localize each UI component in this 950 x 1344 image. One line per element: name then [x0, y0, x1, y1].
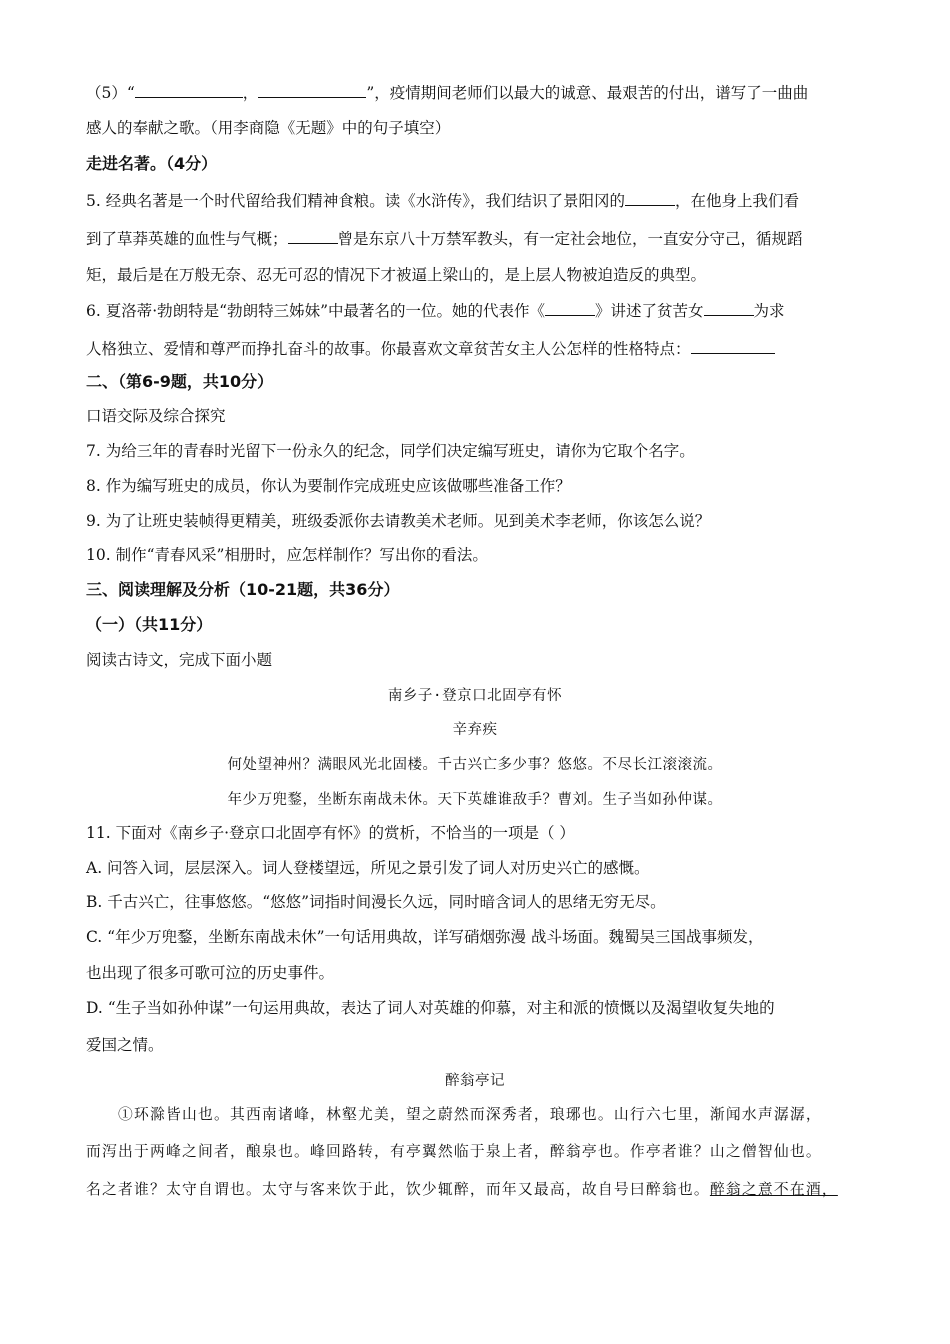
- section-classics-title: 走进名著。（4分）: [86, 154, 218, 173]
- fill-q5-suffix: ”，疫情期间老师们以最大的诚意、最艰苦的付出，谱写了一曲曲: [366, 84, 809, 102]
- question-6-line1: [86, 300, 876, 321]
- section-2-subtitle: 口语交际及综合探究: [86, 407, 226, 425]
- fill-q5-line2: 感人的奉献之歌。（用李商隐《无题》中的句子填空）: [86, 119, 451, 137]
- fill-q5-sep: ，: [242, 84, 259, 102]
- q6-text: 人格独立、爱情和尊严而挣扎奋斗的故事。你最喜欢文章贫苦女主人公怎样的性格特点：: [86, 340, 691, 358]
- question-5-line3: 矩，最后是在万般无奈、忍无可忍的情况下才被逼上梁山的，是上层人物被迫造反的典型。: [86, 266, 707, 284]
- fill-q5-prefix: （5）“: [86, 84, 135, 102]
- option-d[interactable]: D. “生子当如孙仲谋”一句运用典故，表达了词人对英雄的仰慕，对主和派的愤慨以及渴望收复失地的: [86, 999, 775, 1017]
- option-d-cont: 爱国之情。: [86, 1036, 164, 1054]
- question-7: 7. 为给三年的青春时光留下一份永久的纪念，同学们决定编写班史，请你为它取个名字。: [86, 442, 695, 460]
- q6-text: 为求: [753, 302, 785, 320]
- question-8: 8. 作为编写班史的成员，你认为要制作完成班史应该做哪些准备工作？: [86, 477, 571, 495]
- poem-line-2: 年少万兜鍪，坐断东南战未休。天下英雄谁敌手？曹刘。生子当如孙仲谋。: [227, 792, 723, 808]
- question-10: 10. 制作“青春风采”相册时，应怎样制作？写出你的看法。: [86, 546, 488, 564]
- poem-author: 辛弃疾: [452, 722, 498, 738]
- question-5-line1: [86, 190, 876, 211]
- question-9: 9. 为了让班史装帧得更精美，班级委派你去请教美术老师。见到美术李老师，你该怎么说？: [86, 512, 711, 530]
- essay-underlined-text: 醉翁之意不在酒，: [709, 1181, 838, 1198]
- q5-text: 到了草莽英雄的血性与气概；: [86, 230, 288, 248]
- q6-text: 》讲述了贫苦女: [595, 302, 704, 320]
- q6-text: 6. 夏洛蒂·勃朗特是“勃朗特三姊妹”中最著名的一位。她的代表作《: [86, 302, 545, 320]
- option-c-cont: 也出现了很多可歌可泣的历史事件。: [86, 964, 335, 982]
- answer-blank[interactable]: [691, 338, 775, 354]
- q5-text: 5. 经典名著是一个时代留给我们精神食粮。读《水浒传》，我们结识了景阳冈的: [86, 192, 625, 210]
- poem-title: 南乡子·登京口北固亭有怀: [387, 688, 563, 704]
- question-11-stem: 11. 下面对《南乡子·登京口北固亭有怀》的赏析，不恰当的一项是（ ）: [86, 824, 575, 842]
- section-2-title: 二、（第6-9题，共10分）: [86, 372, 274, 391]
- question-5-line2: [86, 228, 876, 249]
- essay-paragraph-line2: 而泻出于两峰之间者，酿泉也。峰回路转，有亭翼然临于泉上者，醉翁亭也。作亭者谁？山之僧智仙也。: [86, 1143, 822, 1160]
- option-b[interactable]: B. 千古兴亡，往事悠悠。“悠悠”词指时间漫长久远，同时暗含词人的思绪无穷无尽。: [86, 893, 666, 911]
- section-3-part1: （一）（共11分）: [86, 615, 213, 634]
- answer-blank[interactable]: [545, 300, 595, 316]
- question-6-line2: [86, 338, 876, 359]
- answer-blank[interactable]: [258, 82, 366, 98]
- essay-title: 醉翁亭记: [445, 1073, 505, 1089]
- essay-text: 名之者谁？太守自谓也。太守与客来饮于此，饮少辄醉，而年又最高，故自号曰醉翁也。: [86, 1181, 710, 1198]
- essay-paragraph-line3: [86, 1180, 876, 1200]
- answer-blank[interactable]: [704, 300, 754, 316]
- answer-blank[interactable]: [625, 190, 675, 206]
- fill-question-5: [86, 82, 876, 103]
- reading-instruction: 阅读古诗文，完成下面小题: [86, 651, 273, 669]
- section-3-title: 三、阅读理解及分析（10-21题，共36分）: [86, 580, 400, 599]
- answer-blank[interactable]: [288, 228, 338, 244]
- q5-text: 曾是东京八十万禁军教头，有一定社会地位，一直安分守己，循规蹈: [337, 230, 803, 248]
- q5-text: ，在他身上我们看: [674, 192, 799, 210]
- option-a[interactable]: A. 问答入词，层层深入。词人登楼望远，所见之景引发了词人对历史兴亡的感慨。: [86, 859, 650, 877]
- option-c[interactable]: C. “年少万兜鍪，坐断东南战未休”一句话用典故，详写硝烟弥漫 战斗场面。魏蜀吴三国战事频发，: [86, 928, 764, 946]
- essay-paragraph-line1: ①环滁皆山也。其西南诸峰，林壑尤美，望之蔚然而深秀者，琅琊也。山行六七里，渐闻水声潺潺，: [118, 1106, 822, 1123]
- poem-line-1: 何处望神州？满眼风光北固楼。千古兴亡多少事？悠悠。不尽长江滚滚流。: [227, 757, 723, 773]
- answer-blank[interactable]: [135, 82, 243, 98]
